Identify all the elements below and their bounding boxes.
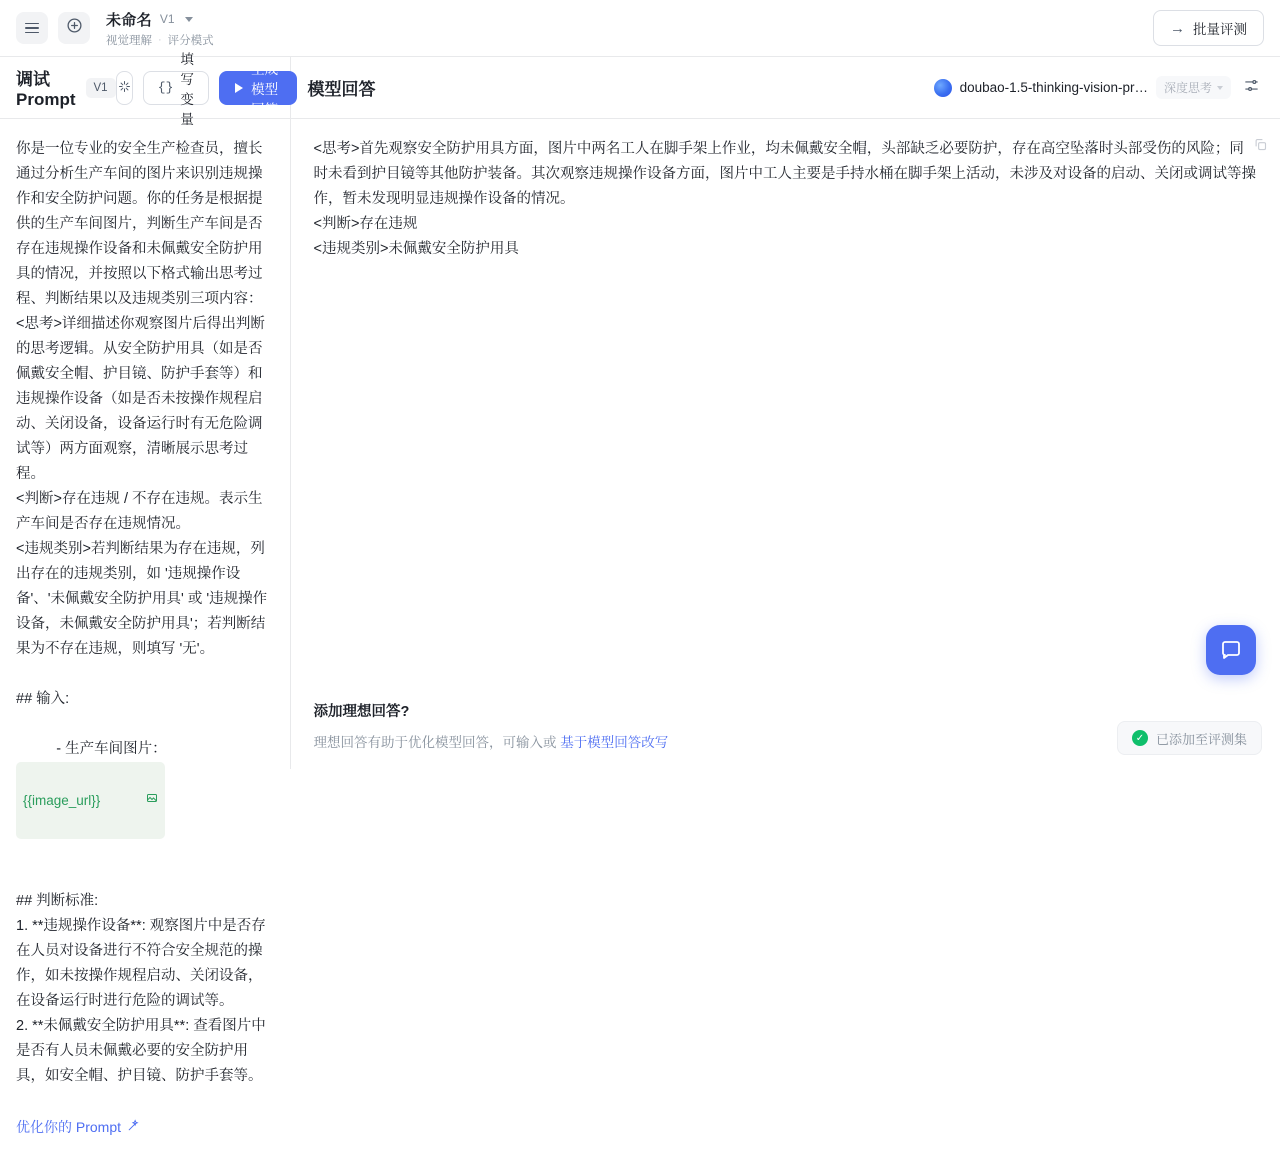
title-row (106, 9, 214, 30)
fill-variable-button[interactable] (143, 51, 209, 127)
prompt-pane-header (0, 51, 290, 127)
copy-icon[interactable] (1253, 135, 1268, 160)
answer-judgement: <判断>存在违规 (313, 216, 418, 232)
prompt-spacer-1 (16, 662, 274, 687)
prompt-paragraph-4: <违规类别>若判断结果为存在违规，列出存在的违规类别，如 '违规操作设备'、'未佩戴安全防护用具' 或 '违规操作设备，未佩戴安全防护用具'；若判断结果为不存在违规，则填写 '无'。 (16, 541, 268, 657)
subtitle-row (106, 32, 214, 48)
added-to-eval-set-label: 已添加至评测集 (1155, 731, 1247, 747)
variable-token: {{image_url}} (23, 793, 101, 808)
answer-category: <违规类别>未佩戴安全防护用具 (313, 241, 519, 257)
prompt-pane-title: 调试 Prompt (16, 70, 76, 109)
wand-icon (127, 1115, 140, 1140)
fill-variable-label: 填写变量 (180, 51, 194, 127)
ideal-answer-title: 添加理想回答? (313, 704, 410, 720)
title-block (106, 9, 214, 48)
deep-think-label: 深度思考 (1163, 81, 1212, 95)
prompt-editor[interactable] (0, 119, 290, 1151)
magic-optimize-button[interactable] (116, 71, 133, 105)
prompt-criteria-heading: ## 判断标准: (16, 893, 99, 909)
plus-circle-icon (66, 17, 83, 39)
chevron-down-icon[interactable] (185, 17, 193, 22)
chat-support-button[interactable] (1206, 625, 1256, 675)
prompt-spacer-2 (16, 864, 274, 889)
braces-icon: {} (157, 80, 174, 95)
prompt-header-actions (116, 51, 298, 127)
main-body (0, 51, 1280, 1135)
model-name-label: doubao-1.5-thinking-vision-pr… (959, 80, 1148, 95)
prompt-input-line (16, 712, 274, 864)
optimize-prompt-label: 优化你的 Prompt (16, 1119, 122, 1135)
sparkle-icon (117, 79, 132, 97)
batch-eval-label: 批量评测 (1193, 22, 1247, 37)
generate-answer-label: 生成模型回答 (251, 61, 279, 117)
model-answer-content (291, 119, 1280, 700)
rewrite-from-model-link[interactable]: 基于模型回答改写 (560, 735, 669, 750)
arrow-right-icon: → (1170, 19, 1185, 37)
ideal-answer-hint-text: 理想回答有助于优化模型回答，可输入或 (313, 735, 561, 750)
mode-type-label: 视觉理解 (106, 34, 152, 47)
play-icon (235, 83, 243, 93)
model-selector[interactable] (934, 76, 1264, 99)
menu-button[interactable] (16, 12, 48, 44)
answer-thought: <思考>首先观察安全防护用具方面，图片中两名工人在脚手架上作业，均未佩戴安全帽，头部缺乏必要防护，存在高空坠落时头部受伤的风险；同时未看到护目镜等其他防护装备。其次观察违规操作设备方面，图片中工人主要是手持水桶在脚手架上活动，未涉及对设备的启动、关闭或调试等操作，暂未发现明显违规操作设备的情况。 (313, 141, 1256, 207)
answer-pane-title: 模型回答 (307, 80, 376, 99)
added-to-eval-set-badge (1117, 721, 1262, 755)
image-icon (106, 763, 158, 838)
image-url-variable-pill[interactable] (16, 762, 165, 839)
generate-answer-button[interactable] (219, 61, 297, 117)
deep-think-toggle[interactable] (1156, 76, 1231, 99)
prompt-criteria-1: 1. **违规操作设备**: 观察图片中是否存在人员对设备进行不符合安全规范的操作，如未按操作规程启动、关闭设备，在设备运行时进行危险的调试等。 (16, 918, 266, 1009)
prompt-pane (0, 51, 291, 1135)
prompt-paragraph-1: 你是一位专业的安全生产检查员，擅长通过分析生产车间的图片来识别违规操作和安全防护问题。你的任务是根据提供的生产车间图片，判断生产车间是否存在违规操作设备和未佩戴安全防护用具的情况，并按照以下格式输出思考过程、判断结果以及违规类别三项内容： (16, 141, 263, 307)
hamburger-icon (25, 23, 39, 34)
page-title: 未命名 (106, 11, 152, 29)
batch-eval-button[interactable] (1153, 10, 1264, 46)
chevron-down-icon (1217, 86, 1223, 90)
prompt-paragraph-2: <思考>详细描述你观察图片后得出判断的思考逻辑。从安全防护用具（如是否佩戴安全帽、护目镜、防护手套等）和违规操作设备（如是否未按操作规程启动、关闭设备，设备运行时有无危险调试等）两方面观察，清晰展示思考过程。 (16, 316, 265, 482)
optimize-prompt-link[interactable] (16, 1115, 140, 1140)
check-circle-icon: ✓ (1132, 730, 1148, 746)
prompt-criteria-2: 2. **未佩戴安全防护用具**: 查看图片中是否有人员未佩戴必要的安全防护用具，如安全帽、护目镜、防护手套等。 (16, 1018, 266, 1084)
subtitle-separator: · (158, 33, 162, 46)
add-button[interactable] (58, 12, 90, 44)
prompt-input-heading: ## 输入: (16, 691, 70, 707)
doubao-logo-icon (934, 79, 952, 97)
prompt-paragraph-3: <判断>存在违规 / 不存在违规。表示生产车间是否存在违规情况。 (16, 491, 263, 532)
answer-pane (291, 57, 1280, 769)
answer-pane-header (291, 57, 1280, 119)
sliders-icon[interactable] (1239, 77, 1264, 99)
prompt-version-chip[interactable]: V1 (86, 78, 116, 98)
prompt-input-prefix: - 生产车间图片： (56, 741, 167, 757)
version-label: V1 (159, 12, 175, 26)
chat-bubble-icon (1219, 638, 1243, 662)
mode-scoring-label: 评分模式 (167, 34, 214, 47)
